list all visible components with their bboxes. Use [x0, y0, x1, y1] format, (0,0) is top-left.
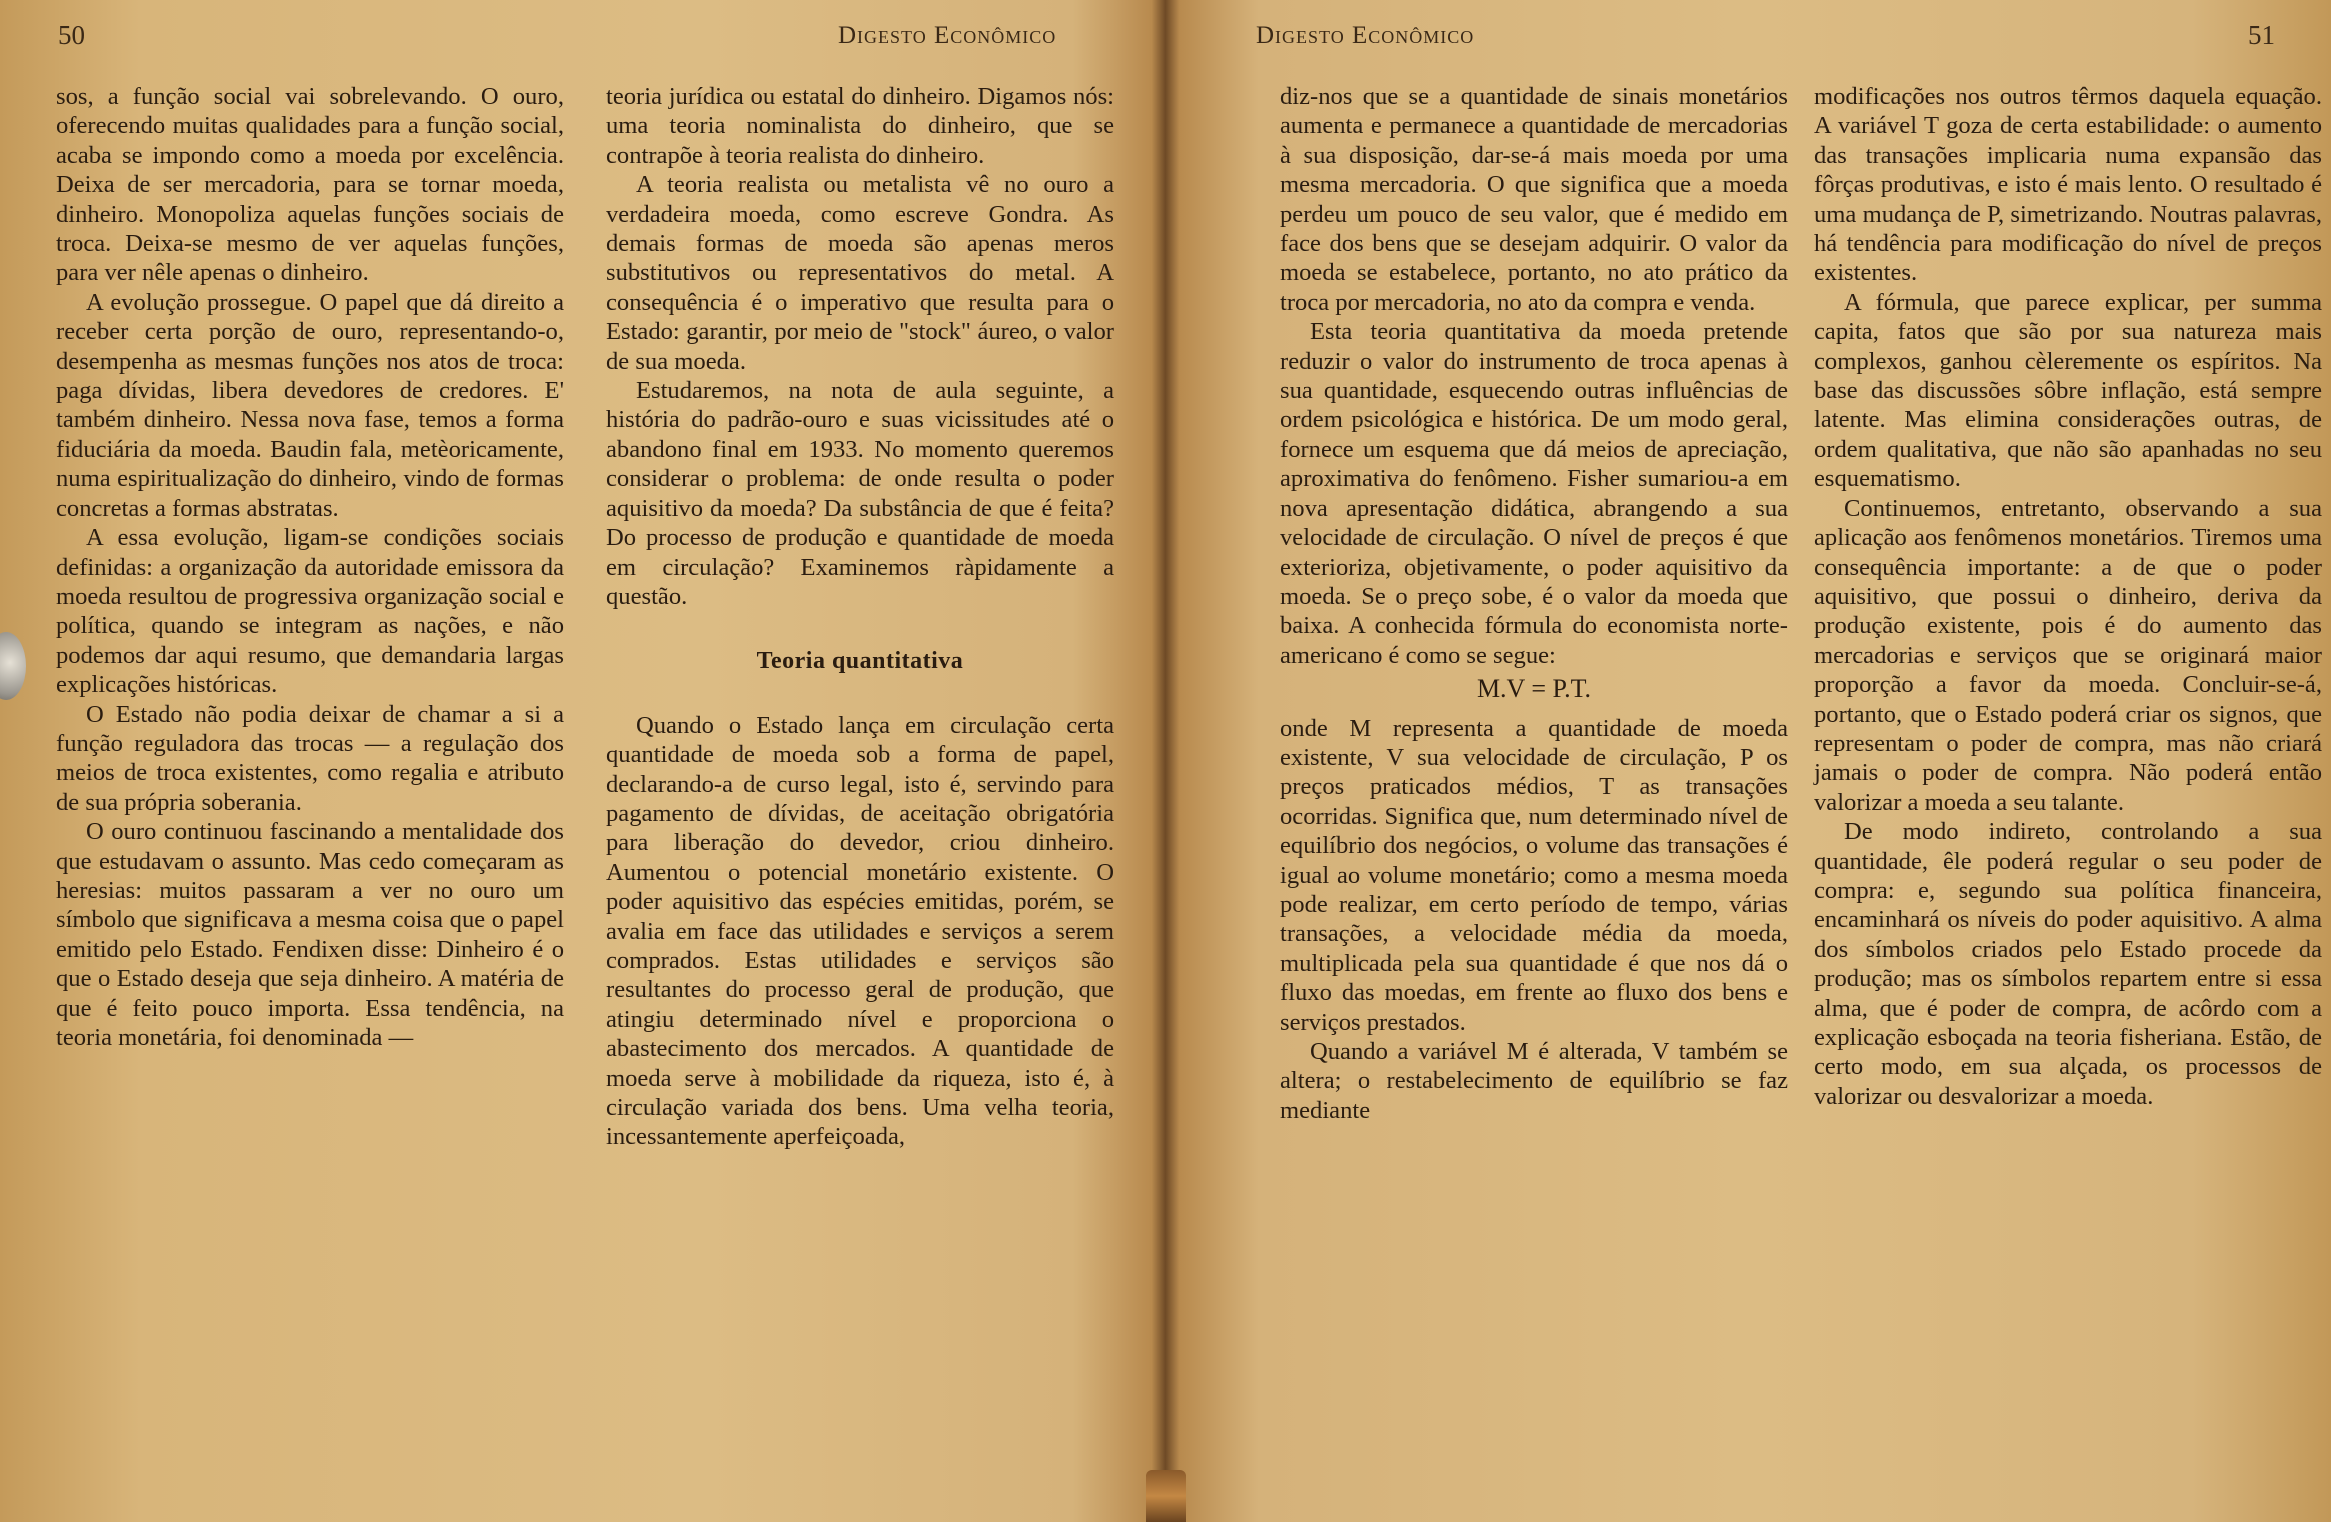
paragraph: A evolução prossegue. O papel que dá direito a receber certa porção de ouro, representando-o, desempenha as mesmas funções nos atos de troca: paga dívidas, libera devedores de credores. E' também dinheiro. Nessa nova fase, temos a forma fiduciária da moeda. Baudin fala, metèoricamente, numa espiritualização do dinheiro, vindo de formas concretas a formas abstratas. — [56, 288, 564, 522]
paragraph: modificações nos outros têrmos daquela equação. A variável T goza de certa estabilidade: o aumento das transações implicaria numa expansão das fôrças produtivas, e isto é mais lento. O resultado é uma mudança de P, simetrizando. Noutras palavras, há tendência para modificação do nível de preços existentes. — [1814, 83, 2322, 287]
right-column-2 — [1814, 82, 2322, 1111]
paragraph: De modo indireto, controlando a sua quantidade, êle poderá regular o seu poder de compra: e, segundo sua política financeira, encaminhará os níveis do poder aquisitivo. A alma dos símbolos criados pelo Estado procede da produção; mas os símbolos repartem entre si essa alma, que é poder de compra, de acôrdo com a explicação esboçada na teoria fisheriana. Estão, de certo modo, em sua alçada, os processos de valorizar ou desvalorizar a moeda. — [1814, 818, 2322, 1110]
right-page — [1166, 0, 2331, 1522]
paragraph: A fórmula, que parece explicar, per summa capita, fatos que são por sua natureza mais complexos, ganhou cèleremente os espíritos. Na base das discussões sôbre inflação, está sempre latente. Mas elimina considerações outras, de ordem qualitativa, que não são apanhadas no seu esquematismo. — [1814, 288, 2322, 493]
running-head-right: Digesto Econômico — [1256, 22, 1475, 49]
right-column-1 — [1280, 82, 1788, 1125]
left-page — [0, 0, 1165, 1522]
spine-ornament — [1146, 1470, 1186, 1522]
paragraph: Continuemos, entretanto, observando a sua aplicação aos fenômenos monetários. Tiremos uma consequência importante: a de que o poder aquisitivo, que possui o dinheiro, deriva da produção existente, pois é do aumento das mercadorias e serviços que se originará maior proporção a favor da moeda. Concluir-se-á, portanto, que o Estado poderá criar os signos, que representam o poder de compra, mas não criará jamais o poder de compra. Não poderá então valorizar a moeda a seu talante. — [1814, 494, 2322, 816]
paragraph: O ouro continuou fascinando a mentalidade dos que estudavam o assunto. Mas cedo começaram as heresias: muitos passaram a ver no ouro um símbolo que significava a mesma coisa que o papel emitido pelo Estado. Fendixen disse: Dinheiro é o que o Estado deseja que seja dinheiro. A matéria de que é feito pouco importa. Essa tendência, na teoria monetária, foi denominada — — [56, 818, 564, 1051]
paragraph: A teoria realista ou metalista vê no ouro a verdadeira moeda, como escreve Gondra. As demais formas de moeda são apenas meros substitutivos ou representativos do metal. A consequência é o imperativo que resulta para o Estado: garantir, por meio de "stock" áureo, o valor de sua moeda. — [606, 171, 1114, 375]
paragraph: A essa evolução, ligam-se condições sociais definidas: a organização da autoridade emissora da moeda resultou de progressiva organização social e política, quando se integram as nações, e não podemos dar aqui resumo, que demandaria largas explicações históricas. — [56, 524, 564, 699]
paragraph: teoria jurídica ou estatal do dinheiro. Digamos nós: uma teoria nominalista do dinheiro, que se contrapõe à teoria realista do dinheiro. — [606, 83, 1114, 169]
page-number-right: 51 — [2248, 20, 2275, 50]
paragraph: sos, a função social vai sobrelevando. O ouro, oferecendo muitas qualidades para a função social, acaba se impondo como a moeda por excelência. Deixa de ser mercadoria, para se tornar moeda, dinheiro. Monopoliza aquelas funções sociais de troca. Deixa-se mesmo de ver aquelas funções, para ver nêle apenas o dinheiro. — [56, 83, 564, 287]
quantity-formula: M.V = P.T. — [1476, 674, 1592, 704]
paragraph: onde M representa a quantidade de moeda existente, V sua velocidade de circulação, P os preços praticados médios, T as transações ocorridas. Significa que, num determinado nível de equilíbrio dos negócios, o volume das transações é igual ao volume monetário; como a mesma moeda pode realizar, em certo período de tempo, várias transações, a velocidade média da moeda, multiplicada pela sua quantidade é que nos dá o fluxo das moedas, em frente ao fluxo dos bens e serviços prestados. — [1280, 714, 1788, 1036]
page-number-left: 50 — [58, 20, 85, 50]
paragraph: Esta teoria quantitativa da moeda pretende reduzir o valor do instrumento de troca apenas à sua quantidade, esquecendo outras influências de ordem psicológica e histórica. De um modo geral, fornece um esquema que dá meios de apreciação, aproximativa do fenômeno. Fisher sumariou-a em nova apresentação didática, abrangendo a sua velocidade de circulação. O nível de preços é que exterioriza, objetivamente, o poder aquisitivo da moeda. Se o preço sobe, é o valor da moeda que baixa. A conhecida fórmula do economista norte-americano é como se segue: — [1280, 318, 1788, 669]
left-column-1 — [56, 82, 564, 1052]
paragraph: Quando a variável M é alterada, V também se altera; o restabelecimento de equilíbrio se faz mediante — [1280, 1038, 1788, 1124]
paragraph: Estudaremos, na nota de aula seguinte, a história do padrão-ouro e suas vicissitudes até o abandono final em 1933. No momento queremos considerar o problema: de onde resulta o poder aquisitivo da moeda? Da substância de que é feita? Do processo de produção e quantidade de moeda em circulação? Examinemos ràpidamente a questão. — [606, 377, 1114, 610]
left-column-2 — [606, 82, 1114, 1152]
binding-rivet — [0, 632, 26, 700]
paragraph: O Estado não podia deixar de chamar a si a função reguladora das trocas — a regulação dos meios de troca existentes, como regalia e atributo de sua própria soberania. — [56, 700, 564, 816]
paragraph: Quando o Estado lança em circulação certa quantidade de moeda sob a forma de papel, declarando-a de curso legal, isto é, servindo para pagamento de dívidas, de aceitação obrigatória para liberação do devedor, criou dinheiro. Aumentou o potencial monetário existente. O poder aquisitivo das espécies emitidas, porém, se avalia em face das utilidades e serviços a serem comprados. Estas utilidades e serviços são resultantes do processo geral de produção, que atingiu determinado nível e proporciona o abastecimento dos mercados. A quantidade de moeda serve à mobilidade da riqueza, isto é, à circulação variada dos bens. Uma velha teoria, incessantemente aperfeiçoada, — [606, 711, 1114, 1151]
running-head-left: Digesto Econômico — [838, 22, 1057, 49]
section-heading: Teoria quantitativa — [756, 648, 964, 675]
paragraph: diz-nos que se a quantidade de sinais monetários aumenta e permanece a quantidade de mercadorias à sua disposição, dar-se-á mais moeda por uma mesma mercadoria. O que significa que a moeda perdeu um pouco de seu valor, que é medido em face dos bens que se desejam adquirir. O valor da moeda se estabelece, portanto, no ato prático da troca por mercadoria, no ato da compra e venda. — [1280, 83, 1788, 316]
